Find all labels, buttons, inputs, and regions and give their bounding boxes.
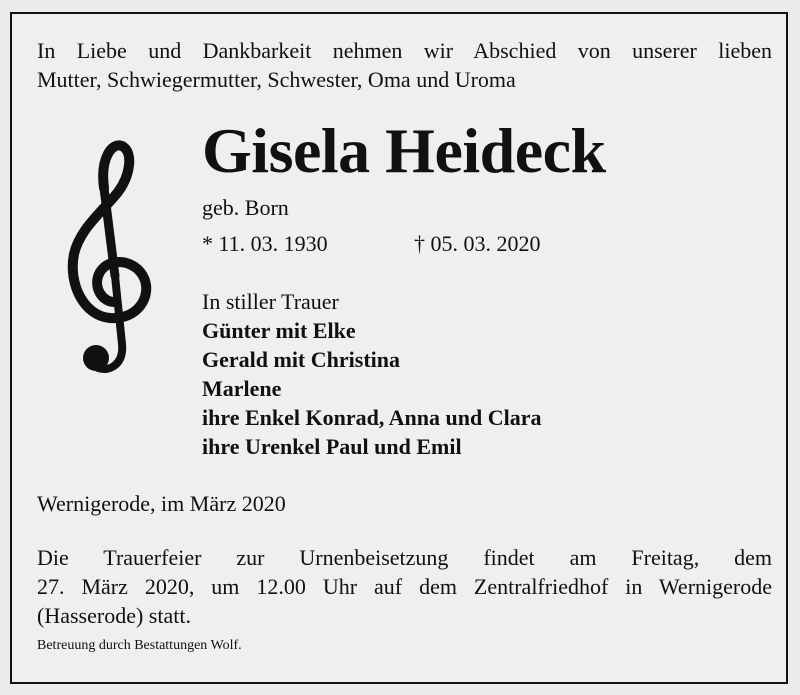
treble-clef-icon (52, 136, 162, 381)
mourner-1: Günter mit Elke (202, 318, 356, 343)
intro-line-2: Mutter, Schwiegermutter, Schwester, Oma und Uroma (37, 67, 516, 92)
mourners-heading: In stiller Trauer (202, 289, 339, 314)
ceremony-line-3: (Hasserode) statt. (37, 603, 191, 628)
birth-date: * 11. 03. 1930 (202, 231, 328, 256)
mourner-4: ihre Enkel Konrad, Anna und Clara (202, 405, 542, 430)
place-date: Wernigerode, im März 2020 (37, 491, 286, 516)
mourner-5: ihre Urenkel Paul und Emil (202, 434, 462, 459)
death-date: † 05. 03. 2020 (414, 231, 541, 256)
ceremony-text (37, 543, 772, 630)
ceremony-line-1: Die Trauerfeier zur Urnenbeisetzung findet am Freitag, dem (37, 545, 772, 570)
mourners-list (202, 287, 541, 461)
intro-text (37, 36, 772, 94)
intro-line-1: In Liebe und Dankbarkeit nehmen wir Abschied von unserer lieben (37, 38, 772, 63)
birth-name: geb. Born (202, 195, 289, 220)
funeral-home-note: Betreuung durch Bestattungen Wolf. (37, 638, 242, 653)
mourner-3: Marlene (202, 376, 282, 401)
life-dates (202, 230, 541, 258)
deceased-name: Gisela Heideck (202, 115, 606, 186)
obituary-notice (10, 12, 788, 684)
ceremony-line-2: 27. März 2020, um 12.00 Uhr auf dem Zentralfriedhof in Wernigerode (37, 574, 772, 599)
mourner-2: Gerald mit Christina (202, 347, 400, 372)
